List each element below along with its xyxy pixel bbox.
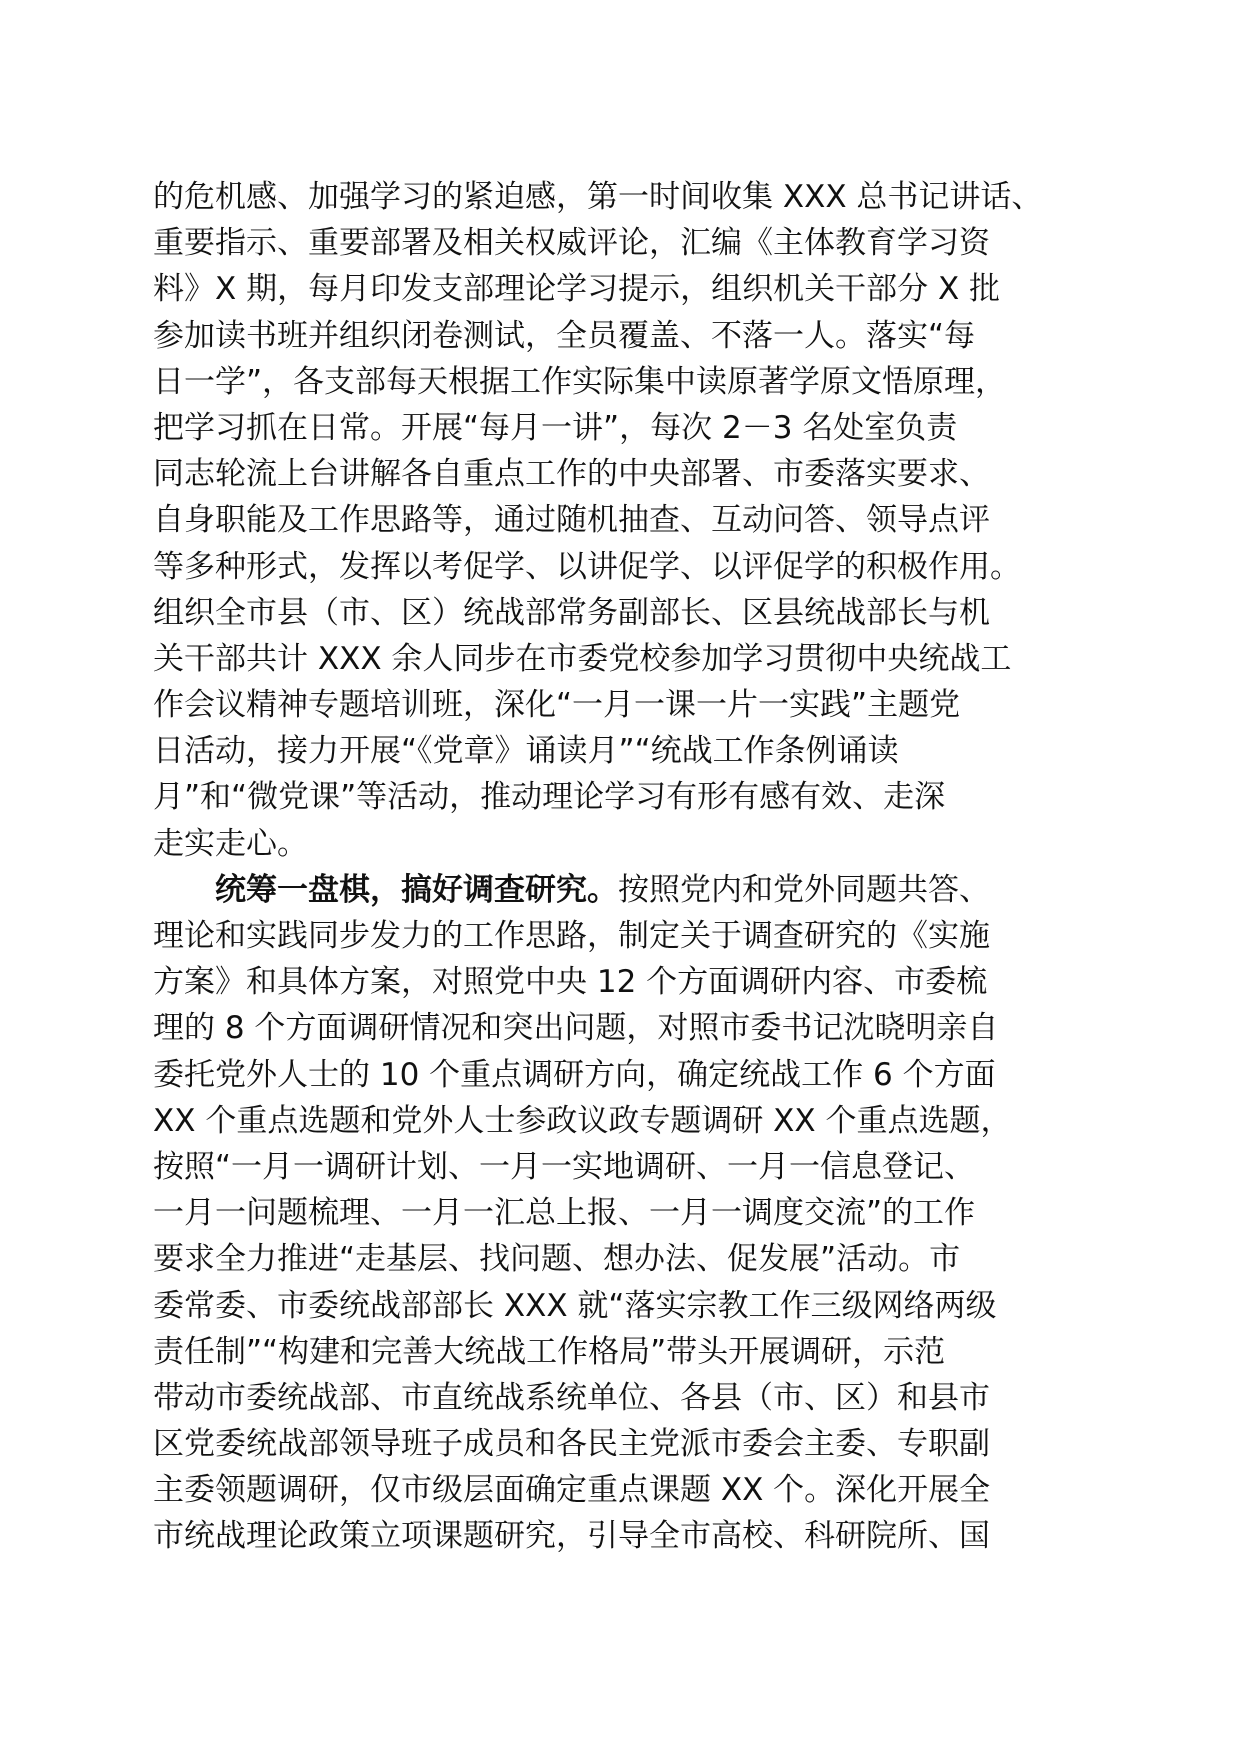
text-line: 日活动，接力开展“《党章》诵读月”“统战工作条例诵读 (153, 733, 899, 770)
text-line: 市统战理论政策立项课题研究，引导全市高校、科研院所、国 (153, 1518, 990, 1555)
text-line: 料》X 期，每月印发支部理论学习提示，组织机关干部分 X 批 (153, 271, 1001, 308)
text-line: 要求全力推进“走基层、找问题、想办法、促发展”活动。市 (153, 1241, 961, 1278)
text-line: 重要指示、重要部署及相关权威评论，汇编《主体教育学习资 (153, 225, 990, 262)
heading-continuation: 按照党内和党外同题共答、 (618, 871, 990, 908)
text-line: 组织全市县（市、区）统战部常务副部长、区县统战部长与机 (153, 594, 990, 631)
text-line: 等多种形式，发挥以考促学、以讲促学、以评促学的积极作用。 (153, 548, 1021, 585)
text-line: 区党委统战部领导班子成员和各民主党派市委会主委、专职副 (153, 1426, 990, 1463)
text-line: 主委领题调研，仅市级层面确定重点课题 XX 个。深化开展全 (153, 1472, 991, 1509)
text-line: 参加读书班并组织闭卷测试，全员覆盖、不落一人。落实“每 (153, 317, 976, 354)
text-line: 方案》和具体方案，对照党中央 12 个方面调研内容、市委梳 (153, 964, 988, 1001)
text-line: 同志轮流上台讲解各自重点工作的中央部署、市委落实要求、 (153, 456, 990, 493)
text-line: 日一学”，各支部每天根据工作实际集中读原著学原文悟原理， (153, 363, 1007, 400)
text-line: 月”和“微党课”等活动，推动理论学习有形有感有效、走深 (153, 779, 946, 816)
paragraph-theory-study (153, 174, 1093, 867)
paragraph-first-line (153, 867, 1093, 913)
paragraph-heading: 统筹一盘棋，搞好调查研究。 (215, 871, 618, 908)
text-line: 关干部共计 XXX 余人同步在市委党校参加学习贯彻中央统战工 (153, 640, 1012, 677)
text-line: 委托党外人士的 10 个重点调研方向，确定统战工作 6 个方面 (153, 1056, 996, 1093)
text-line: 理的 8 个方面调研情况和突出问题，对照市委书记沈晓明亲自 (153, 1010, 999, 1047)
text-line: 带动市委统战部、市直统战系统单位、各县（市、区）和县市 (153, 1379, 990, 1416)
text-line: 理论和实践同步发力的工作思路，制定关于调查研究的《实施 (153, 918, 990, 954)
text-line: 自身职能及工作思路等，通过随机抽查、互动问答、领导点评 (153, 502, 990, 539)
text-line: 的危机感、加强学习的紧迫感，第一时间收集 XXX 总书记讲话、 (153, 179, 1043, 215)
text-line: XX 个重点选题和党外人士参政议政专题调研 XX 个重点选题， (153, 1102, 1012, 1139)
text-line: 委常委、市委统战部部长 XXX 就“落实宗教工作三级网络两级 (153, 1287, 997, 1324)
text-line: 作会议精神专题培训班，深化“一月一课一片一实践”主题党 (153, 687, 961, 724)
text-line: 一月一问题梳理、一月一汇总上报、一月一调度交流”的工作 (153, 1195, 976, 1232)
text-line: 责任制”“构建和完善大统战工作格局”带头开展调研，示范 (153, 1333, 946, 1370)
text-line: 按照“一月一调研计划、一月一实地调研、一月一信息登记、 (153, 1148, 976, 1185)
text-line: 走实走心。 (153, 825, 308, 862)
body-text (153, 174, 1093, 1560)
paragraph-investigation-research (153, 867, 1093, 1560)
text-line: 把学习抓在日常。开展“每月一讲”，每次 2－3 名处室负责 (153, 409, 958, 446)
